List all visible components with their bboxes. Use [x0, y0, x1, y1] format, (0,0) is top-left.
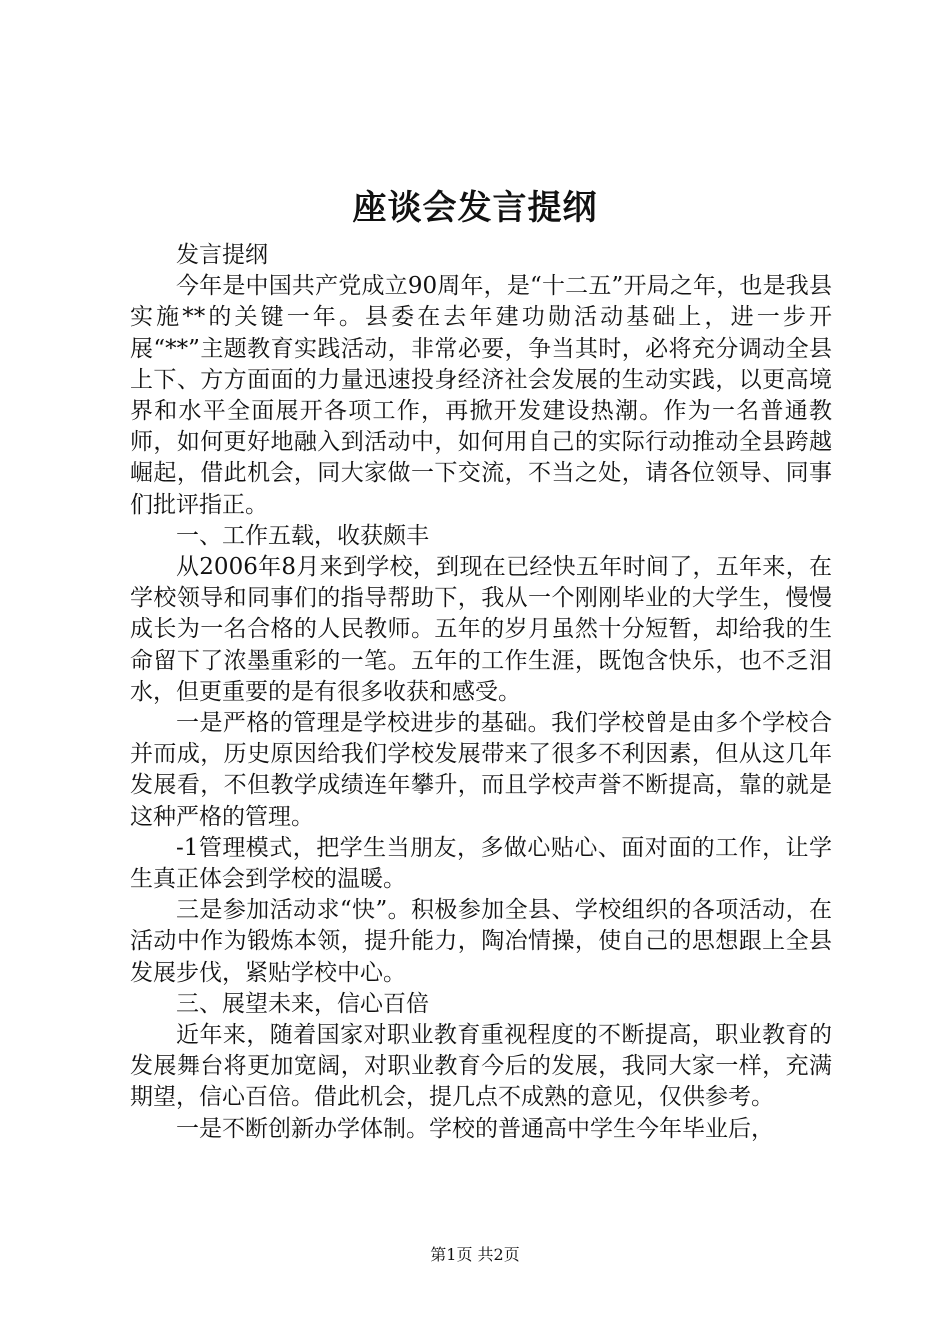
- section-heading-3: 三、展望未来，信心百倍: [176, 990, 429, 1017]
- document-title: 座谈会发言提纲: [352, 188, 598, 228]
- document-body: [130, 240, 832, 1145]
- paragraph-management-model: -1管理模式，把学生当朋友，多做心贴心、面对面的工作，让学生真正体会到学校的温暖。: [130, 834, 832, 893]
- paragraph-strict-management: 一是严格的管理是学校进步的基础。我们学校曾是由多个学校合并而成，历史原因给我们学校发展带来了很多不利因素，但从这几年发展看，不但教学成绩连年攀升，而且学校声誉不断提高，靠的就是这种严格的管理。: [130, 710, 832, 830]
- paragraph-heading-outline: 发言提纲: [176, 242, 268, 268]
- paragraph-outlook: 近年来，随着国家对职业教育重视程度的不断提高，职业教育的发展舞台将更加宽阔，对职业教育今后的发展，我同大家一样，充满期望，信心百倍。借此机会，提几点不成熟的意见，仅供参考。: [130, 1022, 832, 1111]
- paragraph-intro: 今年是中国共产党成立90周年，是“十二五”开局之年，也是我县实施**的关键一年。县委在去年建功勋活动基础上，进一步开展“**”主题教育实践活动，非常必要，争当其时，必将充分调动全县上下、方方面面的力量迅速投身经济社会发展的生动实践，以更高境界和水平全面展开各项工作，再掀开发建设热潮。作为一名普通教师，如何更好地融入到活动中，如何用自己的实际行动推动全县跨越崛起，借此机会，同大家做一下交流，不当之处，请各位领导、同事们批评指正。: [130, 273, 832, 518]
- section-heading-1: 一、工作五载，收获颇丰: [176, 522, 429, 549]
- paragraph-innovation: 一是不断创新办学体制。学校的普通高中学生今年毕业后，: [176, 1115, 774, 1142]
- paragraph-activities: 三是参加活动求“快”。积极参加全县、学校组织的各项活动，在活动中作为锻炼本领，提升能力，陶冶情操，使自己的思想跟上全县发展步伐，紧贴学校中心。: [130, 897, 832, 986]
- page-footer: 第1页 共2页: [430, 1245, 520, 1264]
- paragraph-work-years: 从2006年8月来到学校，到现在已经快五年时间了，五年来，在学校领导和同事们的指导帮助下，我从一个刚刚毕业的大学生，慢慢成长为一名合格的人民教师。五年的岁月虽然十分短暂，却给我的生命留下了浓墨重彩的一笔。五年的工作生涯，既饱含快乐，也不乏泪水，但更重要的是有很多收获和感受。: [130, 554, 832, 705]
